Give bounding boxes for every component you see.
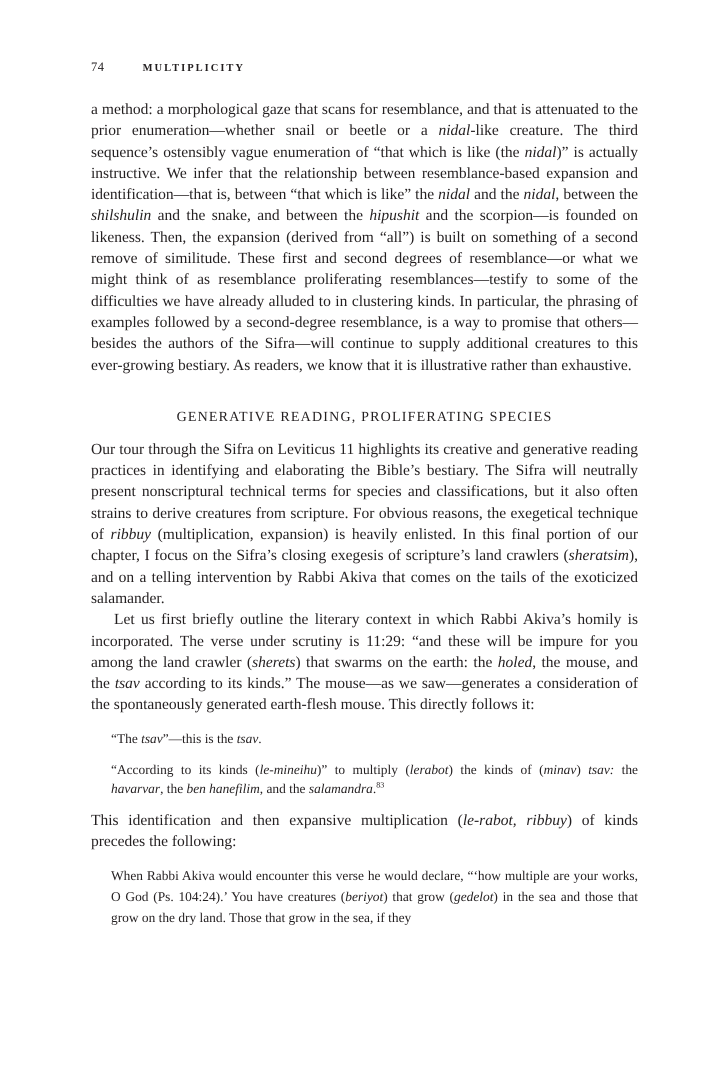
- text-run: )” is actually instructive. We infer that the relationship between resemblance-based expansion and identification—that is, between “that which is like” the: [91, 143, 638, 204]
- text-run: Our tour through the Sifra on Leviticus 11 highlights its creative and generative reading practices in identifying and elaborating the Bible’s bestiary. The Sifra will neutrally present nonscriptural technical terms for species and classifications, but it also often strains to derive creatures from scripture. For obvious reasons, the exegetical technique of: [91, 440, 638, 544]
- text-run: .: [258, 730, 262, 746]
- text-run: -like creature. The third sequence’s ostensibly vague enumeration of “that which is like (the: [91, 122, 638, 161]
- text-run: ): [576, 761, 589, 777]
- text-run: Let us first briefly outline the literary context in which Rabbi Akiva’s homily is incorporated. The verse under scrutiny is 11:29: “and these will be impure for you among the land crawler (: [91, 611, 638, 671]
- text-run: ) that swarms on the earth: the: [295, 653, 498, 671]
- running-head: [91, 60, 245, 75]
- running-head-title: MULTIPLICITY: [142, 63, 246, 74]
- text-run: the: [614, 761, 638, 777]
- paragraph-2: [91, 439, 638, 609]
- page-number: 74: [91, 60, 105, 74]
- quote-1: [111, 729, 638, 748]
- body-text: [91, 99, 638, 928]
- section-heading: GENERATIVE READING, PROLIFERATING SPECIES: [176, 409, 553, 425]
- text-run: When Rabbi Akiva would encounter this verse he would declare, “‘how multiple are your works, O God (Ps. 104:24).’ You have creatures (: [111, 868, 638, 905]
- text-run: This identification and then expansive multiplication (: [91, 811, 463, 829]
- italic-term: minav: [543, 761, 577, 777]
- italic-term: shilshulin: [91, 207, 152, 225]
- italic-term: salamandra: [308, 780, 373, 796]
- paragraph-3: [91, 609, 638, 715]
- text-run: and the: [470, 186, 524, 204]
- text-run: , the: [160, 780, 187, 796]
- text-run: , between the: [555, 186, 638, 204]
- italic-term: holed: [497, 653, 533, 671]
- text-run: ) of kinds precedes the following:: [91, 811, 638, 851]
- italic-term: nidal: [524, 143, 557, 161]
- text-run: a method: a morphological gaze that scans for resemblance, and that is attenuated to the prior enumeration—whether snail or beetle or a: [91, 101, 638, 140]
- text-run: , the mouse, and the: [91, 653, 638, 693]
- text-run: ), and on a telling intervention by Rabbi Akiva that comes on the tails of the exoticized salamander.: [91, 547, 638, 607]
- text-run: and the snake, and between the: [151, 207, 370, 225]
- paragraph-4: [91, 810, 638, 853]
- italic-term: le-rabot, ribbuy: [462, 811, 567, 829]
- italic-term: nidal: [438, 186, 471, 204]
- italic-term: lerabot: [409, 761, 449, 777]
- italic-term: gedelot: [454, 889, 494, 905]
- block-quote: [111, 865, 638, 928]
- text-run: .: [372, 780, 377, 796]
- italic-term: nidal: [438, 122, 471, 140]
- italic-term: havarvar: [111, 780, 161, 796]
- text-run: ) the kinds of (: [448, 761, 544, 777]
- italic-term: nidal: [523, 186, 556, 204]
- italic-term: sheratsim: [568, 547, 629, 565]
- italic-term: le-mineihu: [259, 761, 317, 777]
- paragraph-1: [91, 99, 638, 376]
- italic-term: tsav: [236, 730, 259, 746]
- italic-term: ribbuy: [110, 526, 152, 544]
- text-run: “According to its kinds (: [111, 761, 260, 777]
- italic-term: sherets: [252, 653, 296, 671]
- italic-term: tsav: [141, 730, 163, 746]
- footnote-marker: 83: [376, 780, 385, 790]
- text-run: and the scorpion—is founded on likeness. Then, the expansion (derived from “all”) is built on something of a second remove of similitude. These first and second degrees of resemblance—or what we might think of as resemblance proliferating resemblances—testify to some of the difficulties we have already alluded to in clustering kinds. In particular, the phrasing of examples followed by a second-degree resemblance, is a way to promise that others—besides the authors of the Sifra—will continue to supply additional creatures to this ever-growing bestiary. As readers, we know that it is illustrative rather than exhaustive.: [91, 207, 639, 374]
- italic-term: hipushit: [369, 207, 420, 225]
- italic-term: tsav: [114, 675, 140, 693]
- text-run: , and the: [259, 780, 309, 796]
- italic-term: ben hanefilim: [186, 780, 260, 796]
- text-run: (multiplication, expansion) is heavily enlisted. In this final portion of our chapter, I focus on the Sifra’s closing exegesis of scripture’s land crawlers (: [91, 526, 638, 565]
- text-run: ”—this is the: [162, 730, 237, 746]
- text-run: according to its kinds.” The mouse—as we saw—generates a consideration of the spontaneously generated earth-flesh mouse. This directly follows it:: [91, 675, 639, 714]
- text-run: ) that grow (: [383, 889, 454, 905]
- text-run: “The: [111, 730, 142, 746]
- quote-2: [111, 760, 638, 798]
- text-run: ) in the sea and those that grow on the dry land. Those that grow in the sea, if they: [111, 889, 638, 926]
- italic-term: tsav:: [588, 761, 615, 777]
- text-run: )” to multiply (: [316, 761, 410, 777]
- italic-term: beriyot: [345, 889, 384, 905]
